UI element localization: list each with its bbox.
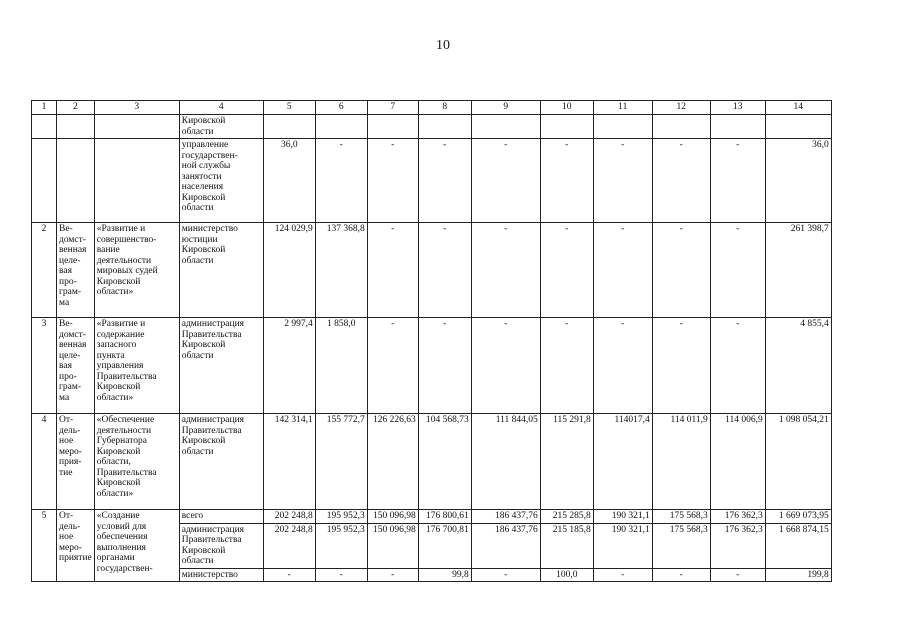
cell-total: 261 398,7 — [765, 223, 831, 318]
cell-value: - — [710, 318, 765, 414]
cell-line: меро- — [59, 542, 82, 553]
cell-executor — [179, 414, 263, 510]
cell-number — [32, 115, 57, 139]
cell-value: 195 952,3 — [315, 523, 367, 568]
cell-value: - — [418, 139, 471, 223]
column-header: 13 — [710, 101, 765, 115]
cell-line: Правительства — [181, 425, 242, 436]
cell-value: 137 368,8 — [315, 223, 367, 318]
cell-line: меро- — [59, 446, 82, 457]
column-header: 11 — [593, 101, 652, 115]
cell-line: администрация — [181, 524, 245, 535]
cell-value: 155 772,7 — [315, 414, 367, 510]
cell-line: обеспечения — [96, 532, 148, 542]
cell-line: про- — [59, 276, 77, 287]
cell-line: области — [181, 350, 214, 361]
cell-total: 4 855,4 — [765, 318, 831, 414]
table-row — [32, 223, 832, 318]
cell-line: домст- — [59, 329, 86, 340]
cell-line: прия- — [59, 457, 82, 467]
cell-value: - — [367, 318, 418, 414]
cell-value: - — [367, 223, 418, 318]
cell-type — [57, 139, 95, 223]
cell-total: 1 669 073,95 — [765, 510, 831, 524]
cell-value: 215 285,8 — [540, 510, 593, 524]
cell-line: области — [181, 126, 214, 137]
cell-type — [57, 414, 95, 510]
cell-line: Кировской — [181, 436, 226, 446]
column-header: 7 — [367, 101, 418, 115]
cell-line: области — [181, 255, 214, 266]
cell-value: - — [540, 139, 593, 223]
cell-value: 190 321,1 — [593, 523, 652, 568]
cell-value: 202 248,8 — [263, 510, 315, 524]
cell-value: 190 321,1 — [593, 510, 652, 524]
cell-value: 195 952,3 — [315, 510, 367, 524]
cell-value: - — [593, 568, 652, 582]
cell-line: управление — [181, 140, 229, 150]
column-header: 2 — [57, 101, 95, 115]
cell-line: «Развитие и — [96, 319, 146, 329]
cell-line: деятельности — [96, 425, 152, 436]
cell-line: целе- — [59, 255, 81, 266]
cell-line: Кировской — [181, 192, 226, 203]
cell-line: «Обеспечение — [96, 415, 155, 425]
cell-value: - — [593, 223, 652, 318]
cell-line: приятие — [59, 553, 92, 563]
cell-value: 115 291,8 — [540, 414, 593, 510]
cell-value: 176 362,3 — [710, 523, 765, 568]
cell-executor — [179, 115, 263, 139]
cell-line: выполнения — [96, 542, 146, 553]
cell-value: - — [593, 318, 652, 414]
cell-value: - — [710, 139, 765, 223]
cell-line: населения — [181, 182, 224, 192]
cell-line: вание — [96, 245, 120, 255]
cell-line: администрация — [181, 415, 245, 425]
cell-line: про- — [59, 371, 77, 382]
cell-value: - — [418, 318, 471, 414]
cell-line: «Создание — [96, 511, 140, 521]
cell-value: 126 226,63 — [367, 414, 418, 510]
cell-total: 36,0 — [765, 139, 831, 223]
cell-value: - — [652, 568, 710, 582]
cell-line: Правительства — [96, 467, 157, 478]
cell-value: 100,0 — [540, 568, 593, 582]
cell-value: 36,0 — [263, 139, 315, 223]
column-header: 9 — [471, 101, 540, 115]
cell-value: 176 362,3 — [710, 510, 765, 524]
cell-line: Ве- — [59, 224, 73, 234]
table-row — [32, 115, 832, 139]
cell-line: вая — [59, 266, 72, 276]
cell-line: органами — [96, 553, 135, 563]
cell-line: Ве- — [59, 319, 73, 329]
cell-value: 202 248,8 — [263, 523, 315, 568]
cell-executor: министерство — [179, 568, 263, 582]
budget-table — [31, 100, 832, 582]
cell-line: Правительства — [181, 329, 242, 340]
cell-line: пункта — [96, 350, 125, 361]
cell-value: - — [471, 568, 540, 582]
cell-total: 1 668 874,15 — [765, 523, 831, 568]
cell-line: области» — [96, 287, 134, 297]
cell-line: дель- — [59, 425, 81, 436]
table-row — [32, 139, 832, 223]
table-row — [32, 510, 832, 524]
cell-line: занятости — [181, 171, 222, 182]
cell-value: - — [540, 318, 593, 414]
cell-line: Кировской — [96, 478, 141, 488]
column-header: 3 — [94, 101, 179, 115]
cell-value: 176 700,81 — [418, 523, 471, 568]
cell-line: области — [181, 446, 214, 457]
cell-line: Кировской — [96, 446, 141, 457]
cell-executor — [179, 139, 263, 223]
cell-executor — [179, 318, 263, 414]
cell-value: - — [418, 223, 471, 318]
column-header: 1 — [32, 101, 57, 115]
cell-value: - — [471, 139, 540, 223]
cell-value: 142 314,1 — [263, 414, 315, 510]
cell-line: Кировской — [96, 382, 141, 392]
cell-line: совершенство- — [96, 234, 157, 245]
cell-line: ной службы — [181, 161, 231, 171]
cell-value: - — [263, 568, 315, 582]
cell-line: администрация — [181, 319, 245, 329]
cell-line: области, — [96, 457, 131, 467]
page-number: 10 — [436, 38, 450, 53]
cell-value: - — [315, 139, 367, 223]
cell-line: мировых судей — [96, 266, 158, 276]
cell-value: 114017,4 — [593, 414, 652, 510]
column-header: 6 — [315, 101, 367, 115]
cell-line: условий для — [96, 521, 147, 532]
cell-line: Кировской — [181, 245, 226, 255]
cell-line: грам- — [59, 382, 82, 392]
cell-line: Кировской — [96, 276, 141, 287]
cell-value: 186 437,76 — [471, 523, 540, 568]
column-header: 8 — [418, 101, 471, 115]
cell-line: министерство — [181, 224, 238, 234]
cell-line: государствен- — [96, 563, 153, 574]
cell-value: 1 858,0 — [315, 318, 367, 414]
column-header: 10 — [540, 101, 593, 115]
cell-line: дель- — [59, 521, 81, 532]
cell-value: 176 800,61 — [418, 510, 471, 524]
cell-type — [57, 115, 95, 139]
cell-value: - — [315, 568, 367, 582]
cell-title — [94, 510, 179, 582]
cell-line: управления — [96, 361, 144, 371]
cell-value: - — [367, 568, 418, 582]
cell-value: 215 185,8 — [540, 523, 593, 568]
cell-value: 99,8 — [418, 568, 471, 582]
cell-value: - — [652, 139, 710, 223]
cell-value: 186 437,76 — [471, 510, 540, 524]
cell-executor — [179, 523, 263, 568]
cell-total: 1 098 054,21 — [765, 414, 831, 510]
cell-line: венная — [59, 340, 87, 350]
cell-line: Кировской — [181, 116, 226, 126]
cell-line: деятельности — [96, 255, 152, 266]
cell-line: ма — [59, 297, 70, 308]
cell-title — [94, 318, 179, 414]
cell-value: 104 568,73 — [418, 414, 471, 510]
cell-type — [57, 318, 95, 414]
cell-line: венная — [59, 245, 87, 255]
cell-value: - — [710, 568, 765, 582]
cell-value: - — [652, 318, 710, 414]
cell-value: 124 029,9 — [263, 223, 315, 318]
cell-value: - — [540, 223, 593, 318]
cell-line: области — [181, 203, 214, 213]
cell-type — [57, 510, 95, 582]
cell-line: От- — [59, 511, 74, 521]
cell-line: государствен- — [181, 150, 238, 161]
cell-value: 114 006,9 — [710, 414, 765, 510]
cell-line: содержание — [96, 329, 145, 340]
column-header: 14 — [765, 101, 831, 115]
cell-number: 2 — [32, 223, 57, 318]
header-row — [32, 101, 832, 115]
cell-number: 4 — [32, 414, 57, 510]
cell-line: ное — [59, 532, 74, 542]
cell-value: - — [471, 318, 540, 414]
cell-title — [94, 414, 179, 510]
cell-value: - — [710, 223, 765, 318]
cell-value: 2 997,4 — [263, 318, 315, 414]
cell-type — [57, 223, 95, 318]
cell-value: 175 568,3 — [652, 510, 710, 524]
cell-value: - — [367, 139, 418, 223]
cell-value: 150 096,98 — [367, 523, 418, 568]
cell-value: 114 011,9 — [652, 414, 710, 510]
cell-value: 111 844,05 — [471, 414, 540, 510]
cell-line: вая — [59, 361, 72, 371]
cell-line: запасного — [96, 340, 137, 350]
cell-line: области — [181, 556, 214, 566]
cell-value: - — [471, 223, 540, 318]
cell-line: юстиции — [181, 234, 218, 245]
cell-line: грам- — [59, 287, 82, 297]
cell-line: Правительства — [96, 371, 157, 382]
cell-line: домст- — [59, 234, 86, 245]
cell-line: ма — [59, 392, 70, 403]
column-header: 12 — [652, 101, 710, 115]
cell-number — [32, 139, 57, 223]
cell-line: тие — [59, 467, 73, 478]
cell-value: - — [652, 223, 710, 318]
cell-total: 199,8 — [765, 568, 831, 582]
cell-line: области» — [96, 488, 134, 499]
cell-line: целе- — [59, 350, 81, 361]
cell-value: - — [593, 139, 652, 223]
cell-line: Кировской — [181, 545, 226, 556]
cell-executor: всего — [179, 510, 263, 524]
cell-title — [94, 139, 179, 223]
column-header: 4 — [179, 101, 263, 115]
cell-line: Правительства — [181, 535, 242, 545]
cell-title — [94, 223, 179, 318]
table-row — [32, 318, 832, 414]
cell-line: От- — [59, 415, 74, 425]
cell-line: «Развитие и — [96, 224, 146, 234]
cell-line: ное — [59, 436, 74, 446]
cell-number: 5 — [32, 510, 57, 582]
cell-value: 175 568,3 — [652, 523, 710, 568]
column-header: 5 — [263, 101, 315, 115]
table-row — [32, 414, 832, 510]
cell-value: 150 096,98 — [367, 510, 418, 524]
cell-line: Губернатора — [96, 436, 147, 446]
cell-number: 3 — [32, 318, 57, 414]
cell-line: Кировской — [181, 340, 226, 350]
cell-title — [94, 115, 179, 139]
cell-executor — [179, 223, 263, 318]
cell-line: области» — [96, 392, 134, 403]
